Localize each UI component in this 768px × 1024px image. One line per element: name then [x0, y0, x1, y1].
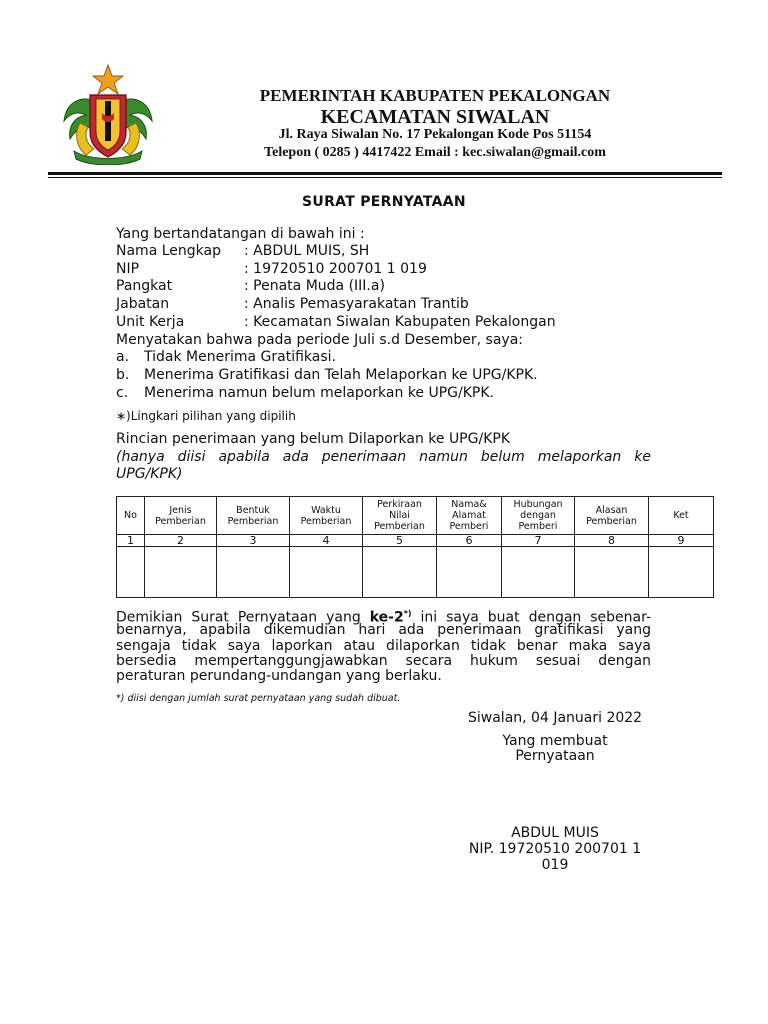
- option-a: [116, 349, 336, 367]
- field-rank: [116, 278, 385, 296]
- table-number-cell: 5: [363, 535, 437, 547]
- table-empty-cell: [502, 547, 575, 598]
- footnote-marker: *): [403, 609, 412, 618]
- field-label: NIP: [116, 261, 140, 277]
- table-header-cell: Perkiraan Nilai Pemberian: [363, 497, 437, 535]
- field-value: : Penata Muda (III.a): [244, 278, 385, 294]
- table-empty-row: [117, 547, 714, 598]
- table-number-cell: 8: [575, 535, 649, 547]
- details-note-line-2: UPG/KPK): [116, 466, 183, 482]
- closing-line-3: sengaja tidak saya laporkan atau dilaporkan tidak benar maka saya: [116, 638, 651, 654]
- field-value: : Analis Pemasyarakatan Trantib: [244, 296, 469, 312]
- table-header-cell: No: [117, 497, 145, 535]
- table-number-cell: 2: [145, 535, 217, 547]
- option-marker: b.: [116, 367, 130, 383]
- letterhead-contact: Telepon ( 0285 ) 4417422 Email : kec.siwalan@gmail.com: [264, 145, 606, 160]
- letterhead-address: Jl. Raya Siwalan No. 17 Pekalongan Kode Pos 51154: [278, 127, 592, 142]
- field-nip: [116, 261, 427, 279]
- table-header-cell: Hubungan dengan Pemberi: [502, 497, 575, 535]
- option-b: [116, 367, 538, 385]
- letterhead-rule-thin: [48, 177, 722, 178]
- letterhead-government-name: PEMERINTAH KABUPATEN PEKALONGAN: [259, 86, 611, 105]
- table-number-cell: 4: [290, 535, 363, 547]
- table-empty-cell: [575, 547, 649, 598]
- field-label: Pangkat: [116, 278, 173, 294]
- signer-nip-line-2: 019: [541, 857, 569, 873]
- table-header-cell: Alasan Pemberian: [575, 497, 649, 535]
- signer-name: ABDUL MUIS: [511, 825, 599, 841]
- signer-role-line-2: Pernyataan: [515, 748, 595, 764]
- option-text: Tidak Menerima Gratifikasi.: [144, 349, 336, 365]
- closing-line-4: bersedia mempertanggungjawabkan secara hukum sesuai dengan: [116, 653, 651, 669]
- circle-instruction-note: ∗)Lingkari pilihan yang dipilih: [116, 409, 296, 423]
- field-name: [116, 243, 369, 261]
- field-label: Nama Lengkap: [116, 243, 221, 259]
- table-number-cell: 9: [649, 535, 714, 547]
- details-heading: Rincian penerimaan yang belum Dilaporkan ke UPG/KPK: [116, 431, 510, 447]
- kabupaten-pekalongan-emblem-icon: [60, 63, 156, 165]
- option-marker: c.: [116, 385, 129, 401]
- table-header-cell: Waktu Pemberian: [290, 497, 363, 535]
- field-position: [116, 296, 469, 314]
- table-empty-cell: [217, 547, 290, 598]
- table-empty-cell: [437, 547, 502, 598]
- table-empty-cell: [117, 547, 145, 598]
- table-number-cell: 1: [117, 535, 145, 547]
- table-header-row: [117, 497, 714, 535]
- document-title: SURAT PERNYATAAN: [302, 194, 466, 210]
- closing-line-2: benarnya, apabila dikemudian hari ada penerimaan gratifikasi yang: [116, 622, 651, 638]
- signer-nip-line-1: NIP. 19720510 200701 1: [468, 841, 642, 857]
- table-number-cell: 3: [217, 535, 290, 547]
- table-header-cell: Nama& Alamat Pemberi: [437, 497, 502, 535]
- table-number-row: [117, 535, 714, 547]
- field-value: : ABDUL MUIS, SH: [244, 243, 370, 259]
- option-text: Menerima Gratifikasi dan Telah Melaporkan ke UPG/KPK.: [144, 367, 538, 383]
- statement-text: Menyatakan bahwa pada periode Juli s.d Desember, saya:: [116, 332, 523, 348]
- table-empty-cell: [649, 547, 714, 598]
- table-empty-cell: [290, 547, 363, 598]
- table-number-cell: 7: [502, 535, 575, 547]
- table-empty-cell: [145, 547, 217, 598]
- details-note-line-1: (hanya diisi apabila ada penerimaan namun belum melaporkan ke: [116, 449, 651, 465]
- field-label: Unit Kerja: [116, 314, 185, 330]
- table-header-cell: Jenis Pemberian: [145, 497, 217, 535]
- statement-count: ke-2: [369, 609, 404, 626]
- field-label: Jabatan: [116, 296, 170, 312]
- intro-text: Yang bertandatangan di bawah ini :: [116, 226, 365, 242]
- option-marker: a.: [116, 349, 130, 365]
- field-value: : 19720510 200701 1 019: [244, 261, 427, 277]
- letterhead-rule-thick: [48, 172, 722, 175]
- table-empty-cell: [363, 547, 437, 598]
- closing-text: Demikian Surat Pernyataan yang: [116, 609, 370, 626]
- option-c: [116, 385, 494, 403]
- place-date: Siwalan, 04 Januari 2022: [468, 710, 643, 726]
- table-header-cell: Ket: [649, 497, 714, 535]
- signer-role-line-1: Yang membuat: [502, 733, 608, 749]
- option-text: Menerima namun belum melaporkan ke UPG/KPK.: [144, 385, 494, 401]
- table-number-cell: 6: [437, 535, 502, 547]
- table-header-cell: Bentuk Pemberian: [217, 497, 290, 535]
- closing-line-5: peraturan perundang-undangan yang berlaku.: [116, 668, 442, 684]
- field-value: : Kecamatan Siwalan Kabupaten Pekalongan: [244, 314, 556, 330]
- closing-text: ini saya buat dengan sebenar-: [411, 609, 652, 626]
- field-work-unit: [116, 314, 556, 332]
- gratification-details-table: [116, 496, 714, 598]
- letterhead-office-name: KECAMATAN SIWALAN: [320, 106, 550, 128]
- footnote: *) diisi dengan jumlah surat pernyataan yang sudah dibuat.: [116, 693, 401, 704]
